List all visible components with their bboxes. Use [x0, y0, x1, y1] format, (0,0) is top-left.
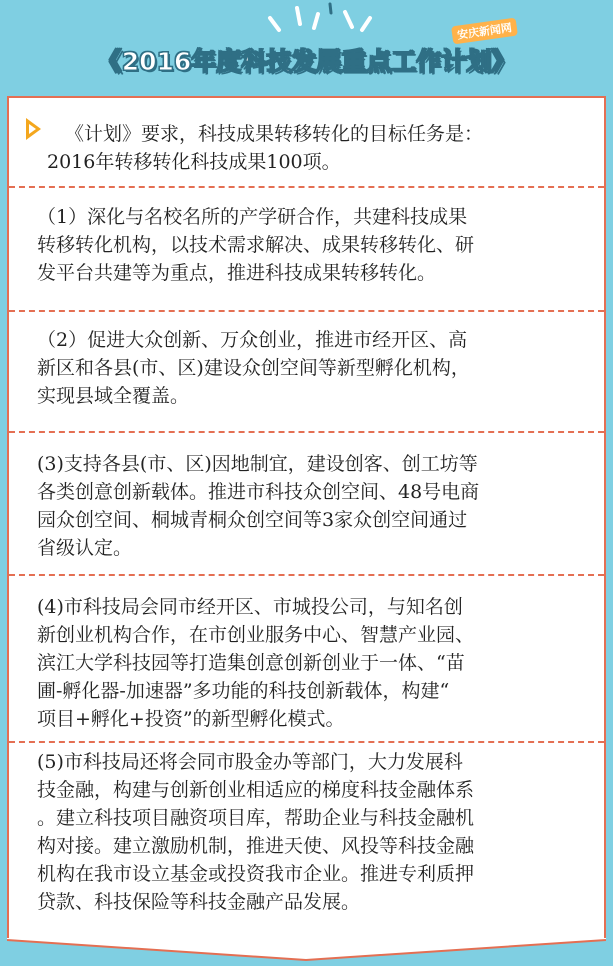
item-line: 滨江大学科技园等打造集创意创新创业于一体、“苗	[37, 652, 465, 674]
item-line: (4)市科技局会同市经开区、市城投公司，与知名创	[37, 596, 463, 618]
header-banner	[0, 0, 613, 96]
item-line: 机构在我市设立基金或投资我市企业。推进专利质押	[37, 863, 475, 885]
source-badge: 安庆新闻网	[451, 18, 518, 45]
item-line: 实现县域全覆盖。	[37, 385, 190, 407]
list-item	[9, 450, 604, 562]
item-line: 新区和各县(市、区)建设众创空间等新型孵化机构，	[37, 357, 470, 379]
list-item	[9, 593, 604, 733]
divider	[9, 741, 604, 743]
play-arrow-inner-icon	[29, 124, 36, 134]
item-line: 省级认定。	[37, 537, 133, 559]
item-line: 园众创空间、桐城青桐众创空间等3家众创空间通过	[37, 509, 468, 531]
item-line: （1）深化与名校名所的产学研合作，共建科技成果	[37, 206, 468, 228]
item-line: （2）促进大众创新、万众创业，推进市经开区、高	[37, 329, 468, 351]
list-item	[9, 326, 604, 410]
list-item	[9, 203, 604, 287]
intro-section	[9, 120, 604, 176]
item-line: 贷款、科技保险等科技金融产品发展。	[37, 891, 361, 913]
content-card	[7, 96, 606, 941]
item-line: 转移转化机构，以技术需求解决、成果转移转化、研	[37, 234, 475, 256]
item-line: 新创业机构合作，在市创业服务中心、智慧产业园、	[37, 624, 475, 646]
item-line: 项目+孵化+投资”的新型孵化模式。	[37, 708, 345, 730]
paper-bottom-edge	[7, 938, 606, 962]
item-line: 构对接。建立激励机制，推进天使、风投等科技金融	[37, 835, 475, 857]
item-line: 各类创意创新载体。推进市科技众创空间、48号电商	[37, 481, 480, 503]
item-line: 。建立科技项目融资项目库，帮助企业与科技金融机	[37, 807, 475, 829]
intro-line-1: 《计划》要求，科技成果转移转化的目标任务是：	[65, 123, 484, 145]
item-line: 技金融，构建与创新创业相适应的梯度科技金融体系	[37, 779, 475, 801]
list-item	[9, 748, 604, 916]
item-line: (3)支持各县(市、区)因地制宜，建设创客、创工坊等	[37, 453, 478, 475]
divider	[9, 431, 604, 433]
item-line: 圃-孵化器-加速器”多功能的科技创新载体，构建“	[37, 680, 450, 702]
divider	[9, 310, 604, 312]
item-line: 发平台共建等为重点，推进科技成果转移转化。	[37, 262, 437, 284]
divider	[9, 574, 604, 576]
page-title: 《2016年度科技发展重点工作计划》	[96, 47, 517, 76]
item-line: (5)市科技局还将会同市股金办等部门，大力发展科	[37, 751, 463, 773]
intro-line-2: 2016年转移转化科技成果100项。	[47, 151, 341, 173]
divider	[9, 186, 604, 188]
